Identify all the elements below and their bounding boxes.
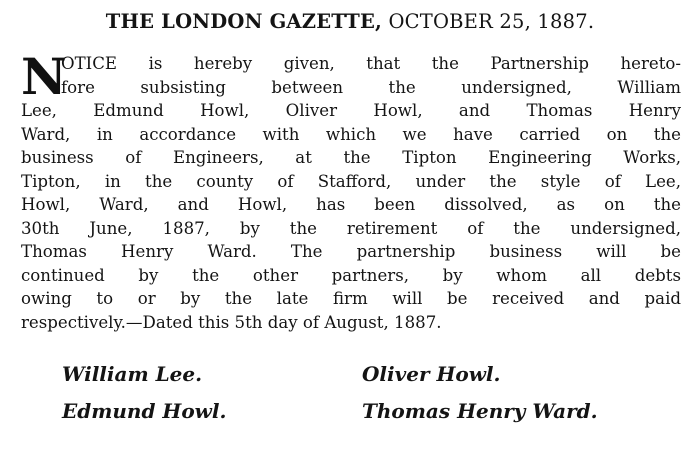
notice-line: Ward, in accordance with which we have carried on the xyxy=(21,124,681,144)
notice-line: OTICE is hereby given, that the Partnership hereto- xyxy=(61,54,681,73)
notice-dropcap: N xyxy=(21,47,67,106)
notice-line: Thomas Henry Ward. The partnership business will be xyxy=(21,242,681,261)
signature-thomas-henry-ward: Thomas Henry Ward. xyxy=(362,399,598,423)
signature-oliver-howl: Oliver Howl. xyxy=(362,362,501,386)
notice-body xyxy=(21,47,681,334)
notice-line: continued by the other partners, by whom all debts xyxy=(21,265,681,285)
notice-line: fore subsisting between the undersigned, William xyxy=(61,77,681,97)
gazette-masthead: THE LONDON GAZETTE, xyxy=(105,10,383,33)
notice-line-last: respectively.—Dated this 5th day of August, 1887. xyxy=(21,312,442,332)
notice-line: owing to or by the late firm will be received and paid xyxy=(21,289,681,308)
signature-william-lee: William Lee. xyxy=(62,362,203,386)
gazette-date: OCTOBER 25, 1887. xyxy=(388,10,595,33)
signature-edmund-howl: Edmund Howl. xyxy=(62,399,227,423)
gazette-header xyxy=(30,10,670,33)
notice-line: Lee, Edmund Howl, Oliver Howl, and Thomas Henry xyxy=(21,101,681,120)
notice-line: business of Engineers, at the Tipton Engineering Works, xyxy=(21,148,681,167)
notice-line: 30th June, 1887, by the retirement of the undersigned, xyxy=(21,218,681,238)
notice-line: Tipton, in the county of Stafford, under the style of Lee, xyxy=(21,171,681,191)
notice-line: Howl, Ward, and Howl, has been dissolved, as on the xyxy=(21,195,681,214)
